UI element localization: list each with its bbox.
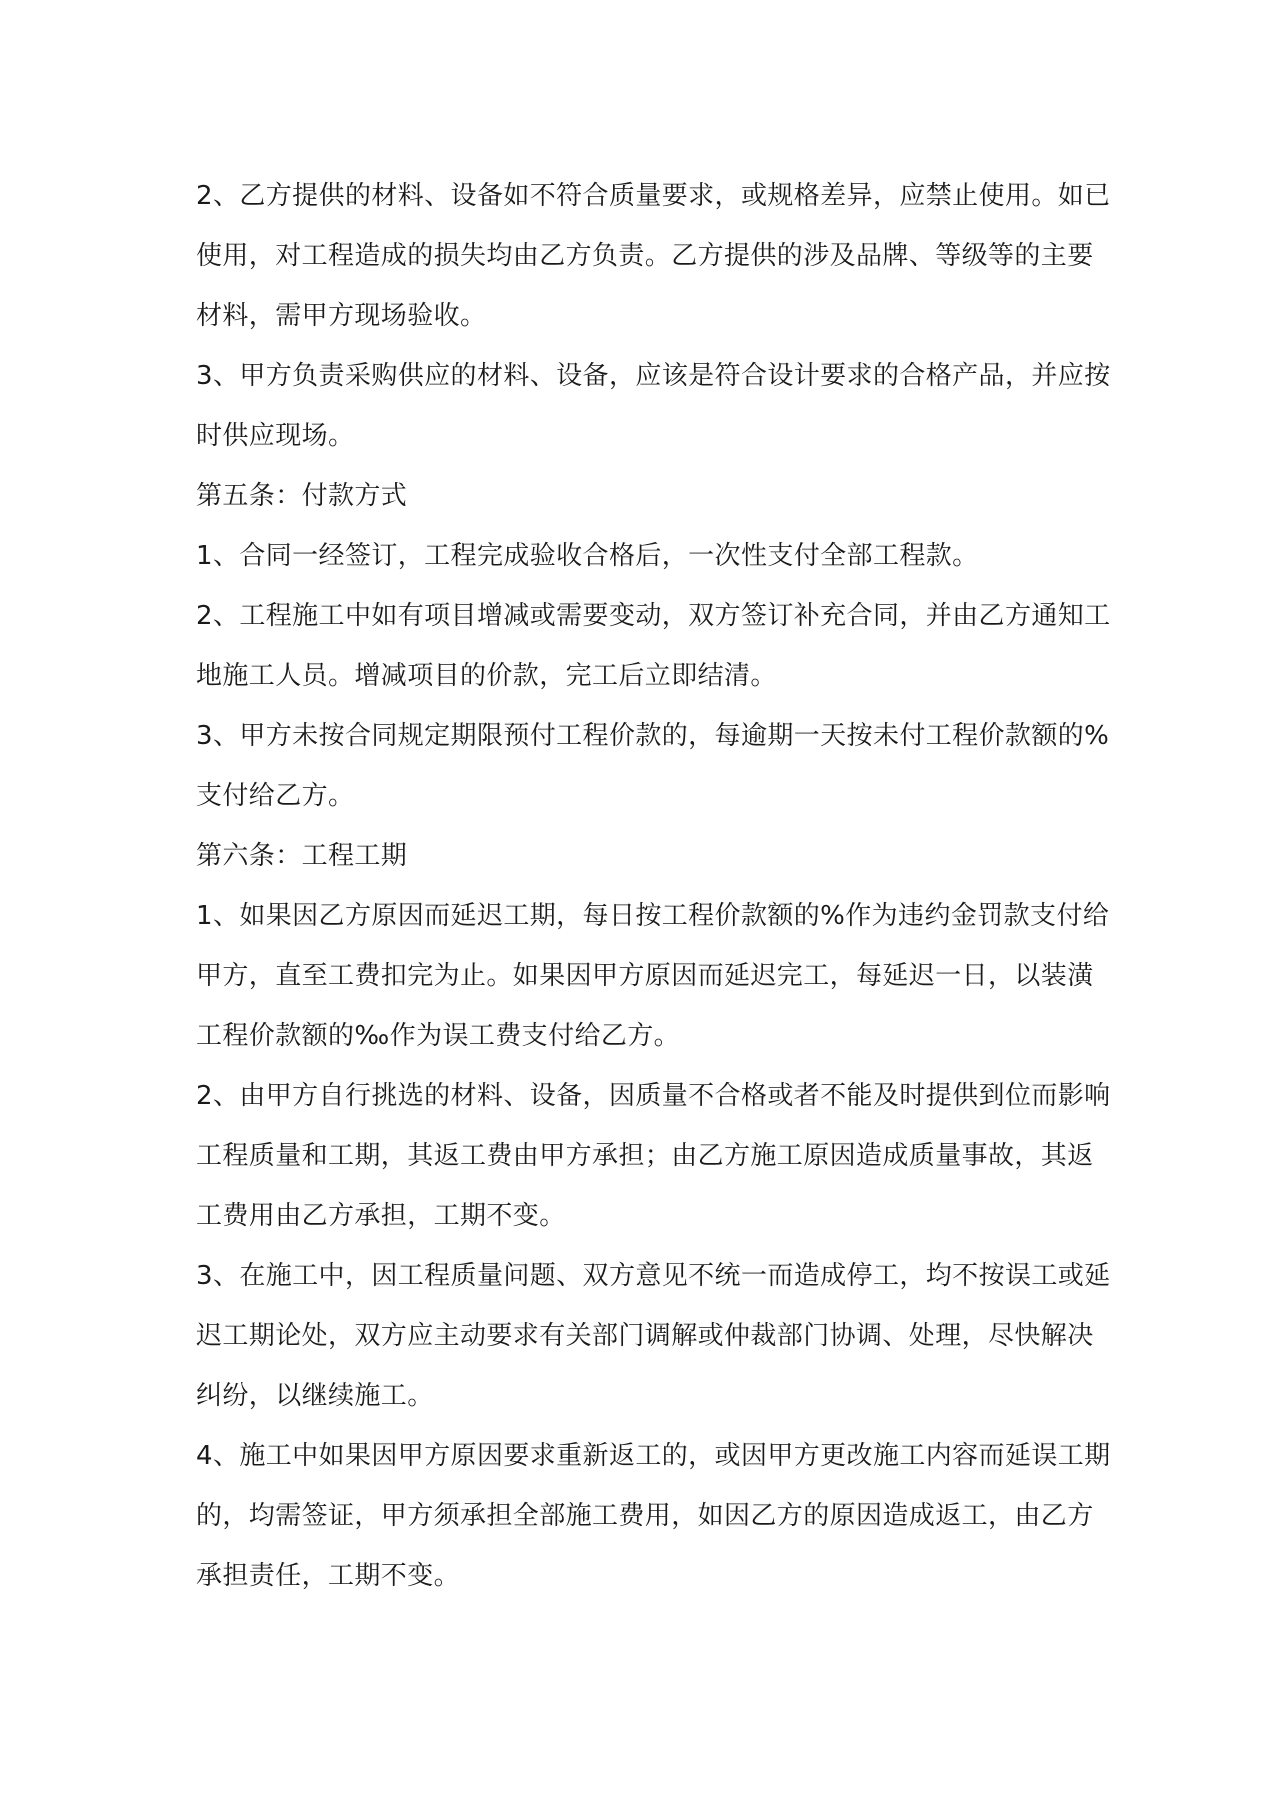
- text-line: 1、合同一经签订，工程完成验收合格后，一次性支付全部工程款。: [196, 541, 979, 571]
- text-line: 工费用由乙方承担，工期不变。: [196, 1201, 566, 1231]
- text-line: 的，均需签证，甲方须承担全部施工费用，如因乙方的原因造成返工，由乙方: [196, 1501, 1094, 1531]
- text-line: 1、如果因乙方原因而延迟工期，每日按工程价款额的%作为违约金罚款支付给: [196, 901, 1110, 931]
- text-line: 地施工人员。增减项目的价款，完工后立即结清。: [196, 661, 777, 691]
- text-line: 承担责任，工期不变。: [196, 1561, 461, 1591]
- text-line: 材料，需甲方现场验收。: [196, 301, 487, 331]
- section-heading: 第五条：付款方式: [196, 481, 408, 511]
- text-line: 纠纷，以继续施工。: [196, 1381, 434, 1411]
- text-line: 迟工期论处，双方应主动要求有关部门调解或仲裁部门协调、处理，尽快解决: [196, 1321, 1094, 1351]
- text-line: 时供应现场。: [196, 421, 355, 451]
- text-line: 3、甲方未按合同规定期限预付工程价款的，每逾期一天按未付工程价款额的%: [196, 721, 1110, 751]
- document-page: [196, 166, 1111, 1606]
- text-line: 2、乙方提供的材料、设备如不符合质量要求，或规格差异，应禁止使用。如已: [196, 181, 1111, 211]
- text-line: 工程质量和工期，其返工费由甲方承担；由乙方施工原因造成质量事故，其返: [196, 1141, 1094, 1171]
- text-line: 使用，对工程造成的损失均由乙方负责。乙方提供的涉及品牌、等级等的主要: [196, 241, 1094, 271]
- text-line: 4、施工中如果因甲方原因要求重新返工的，或因甲方更改施工内容而延误工期: [196, 1441, 1111, 1471]
- text-line: 3、在施工中，因工程质量问题、双方意见不统一而造成停工，均不按误工或延: [196, 1261, 1111, 1291]
- text-line: 3、甲方负责采购供应的材料、设备，应该是符合设计要求的合格产品，并应按: [196, 361, 1111, 391]
- text-line: 甲方，直至工费扣完为止。如果因甲方原因而延迟完工，每延迟一日，以装潢: [196, 961, 1094, 991]
- text-line: 2、由甲方自行挑选的材料、设备，因质量不合格或者不能及时提供到位而影响: [196, 1081, 1111, 1111]
- text-line: 工程价款额的‰作为误工费支付给乙方。: [196, 1021, 681, 1051]
- text-line: 2、工程施工中如有项目增减或需要变动，双方签订补充合同，并由乙方通知工: [196, 601, 1111, 631]
- section-heading: 第六条：工程工期: [196, 841, 408, 871]
- text-line: 支付给乙方。: [196, 781, 355, 811]
